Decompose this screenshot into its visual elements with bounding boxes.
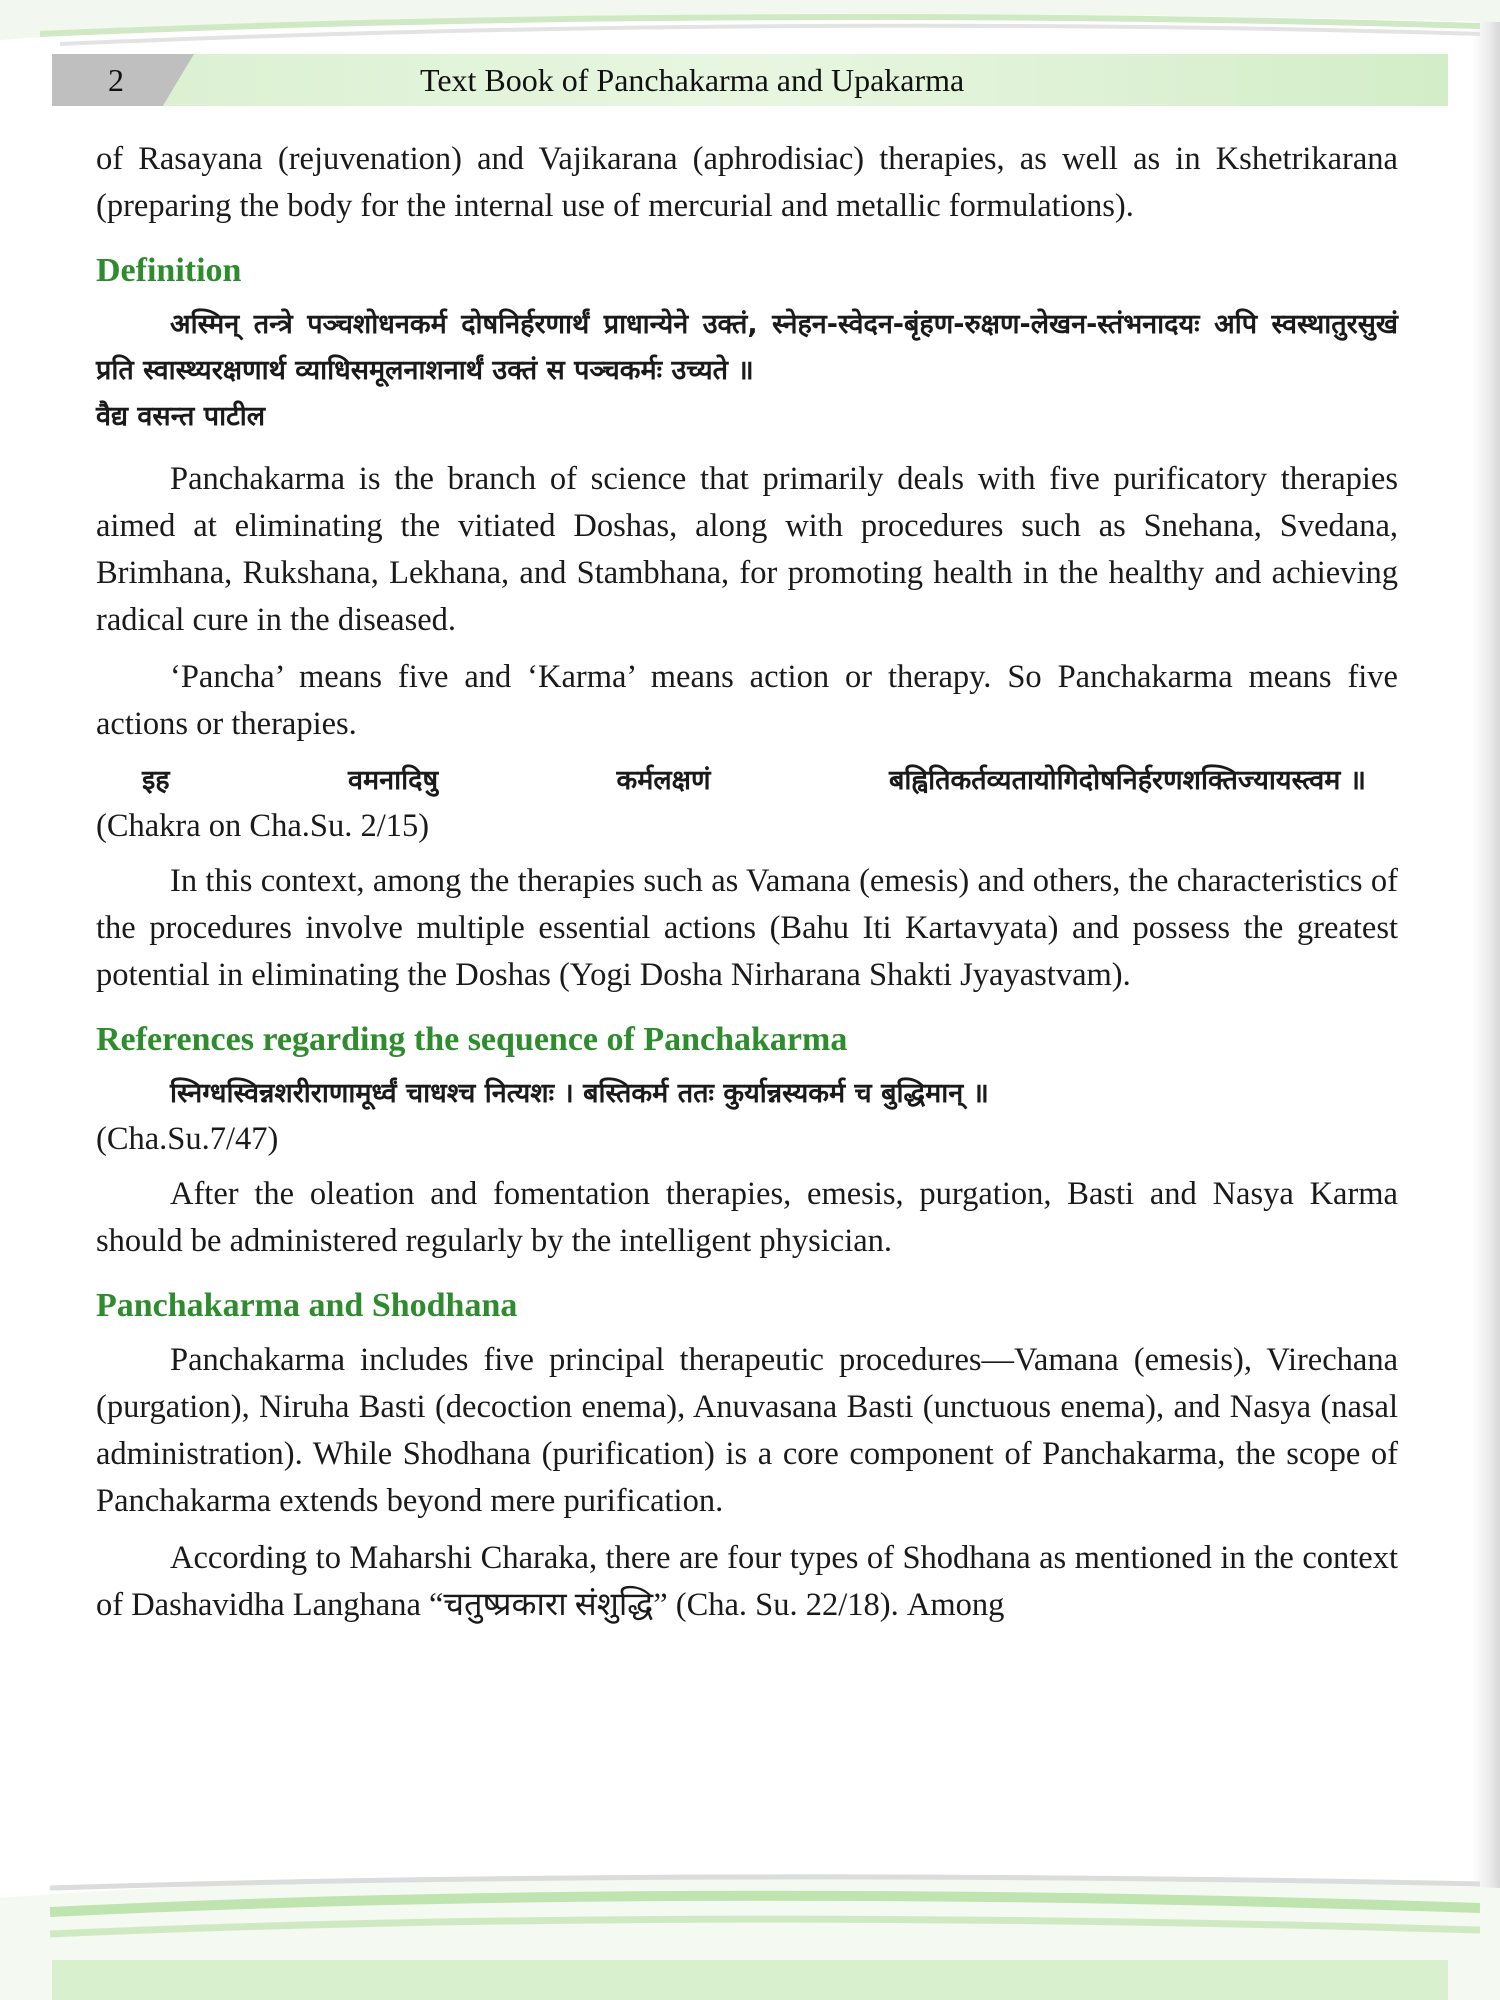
verse-word: कर्मलक्षणं xyxy=(616,765,711,796)
definition-heading: Definition xyxy=(96,252,242,289)
sequence-paragraph: After the oleation and fomentation therapies, emesis, purgation, Basti and Nasya Karma should be administered regularly by the intelligent physician. xyxy=(96,1176,1398,1259)
page-number: 2 xyxy=(108,62,124,98)
definition-paragraph-3: In this context, among the therapies such as Vamana (emesis) and others, the characteristics of the procedures involve multiple essential actions (Bahu Iti Kartavyata) and possess the greatest potential in eliminating the Doshas (Yogi Dosha Nirharana Shakti Jyayastvam). xyxy=(96,863,1398,993)
verse-word: इह xyxy=(142,765,170,796)
verse-attribution: वैद्य वसन्त पाटील xyxy=(96,401,266,432)
shodhana-heading: Panchakarma and Shodhana xyxy=(96,1287,518,1324)
definition-paragraph-1: Panchakarma is the branch of science that primarily deals with five purificatory therapies aimed at eliminating the vitiated Doshas, along with procedures such as Snehana, Svedana, Brimhana, Rukshana, Lekhana, and Stambhana, for promoting health in the healthy and achieving radical cure in the diseased. xyxy=(96,461,1398,638)
page-edge-shadow xyxy=(1472,0,1500,2000)
chakra-reference: (Chakra on Cha.Su. 2/15) xyxy=(96,808,430,844)
bottom-decorative-swoosh xyxy=(0,1868,1500,2000)
definition-sanskrit-verse: अस्मिन् तन्त्रे पञ्चशोधनकर्म दोषनिर्हरणार्थं प्राधान्येने उक्तं, स्नेहन-स्वेदन-बृंहण-रुक्षण-लेखन-स्तंभनादयः अपि स्वस्थातुरसुखं प्रति स्वास्थ्यरक्षणार्थ व्याधिसमूलनाशनार्थं उक्तं स पञ्चकर्मः उच्यते ॥ xyxy=(96,309,1398,386)
sequence-reference: (Cha.Su.7/47) xyxy=(96,1121,279,1157)
page-content xyxy=(96,136,1398,1629)
shodhana-paragraph-2: According to Maharshi Charaka, there are four types of Shodhana as mentioned in the context of Dashavidha Langhana “चतुष्प्रकारा संशुद्धि” (Cha. Su. 22/18). Among xyxy=(96,1540,1398,1623)
definition-paragraph-2: ‘Pancha’ means five and ‘Karma’ means action or therapy. So Panchakarma means five actions or therapies. xyxy=(96,659,1398,742)
verse-word: बह्वितिकर्तव्यतायोगिदोषनिर्हरणशक्तिज्यायस्त्वम ॥ xyxy=(888,765,1366,796)
sequence-sanskrit-verse: स्निग्धस्विन्नशरीराणामूर्ध्वं चाधश्च नित्यशः । बस्तिकर्म ततः कुर्यान्नस्यकर्म च बुद्धिमान् ॥ xyxy=(170,1078,989,1109)
sequence-heading: References regarding the sequence of Panchakarma xyxy=(96,1021,848,1058)
verse-word: वमनादिषु xyxy=(348,765,439,796)
chakra-sanskrit-verse xyxy=(96,758,1398,804)
running-title: Text Book of Panchakarma and Upakarma xyxy=(420,62,965,98)
shodhana-paragraph-1: Panchakarma includes five principal therapeutic procedures—Vamana (emesis), Virechana (purgation), Niruha Basti (decoction enema), Anuvasana Basti (unctuous enema), and Nasya (nasal administration). While Shodhana (purification) is a core component of Panchakarma, the scope of Panchakarma extends beyond mere purification. xyxy=(96,1342,1398,1519)
intro-paragraph: of Rasayana (rejuvenation) and Vajikarana (aphrodisiac) therapies, as well as in Kshetrikarana (preparing the body for the internal use of mercurial and metallic formulations). xyxy=(96,141,1398,224)
top-decorative-swoosh xyxy=(0,0,1500,60)
